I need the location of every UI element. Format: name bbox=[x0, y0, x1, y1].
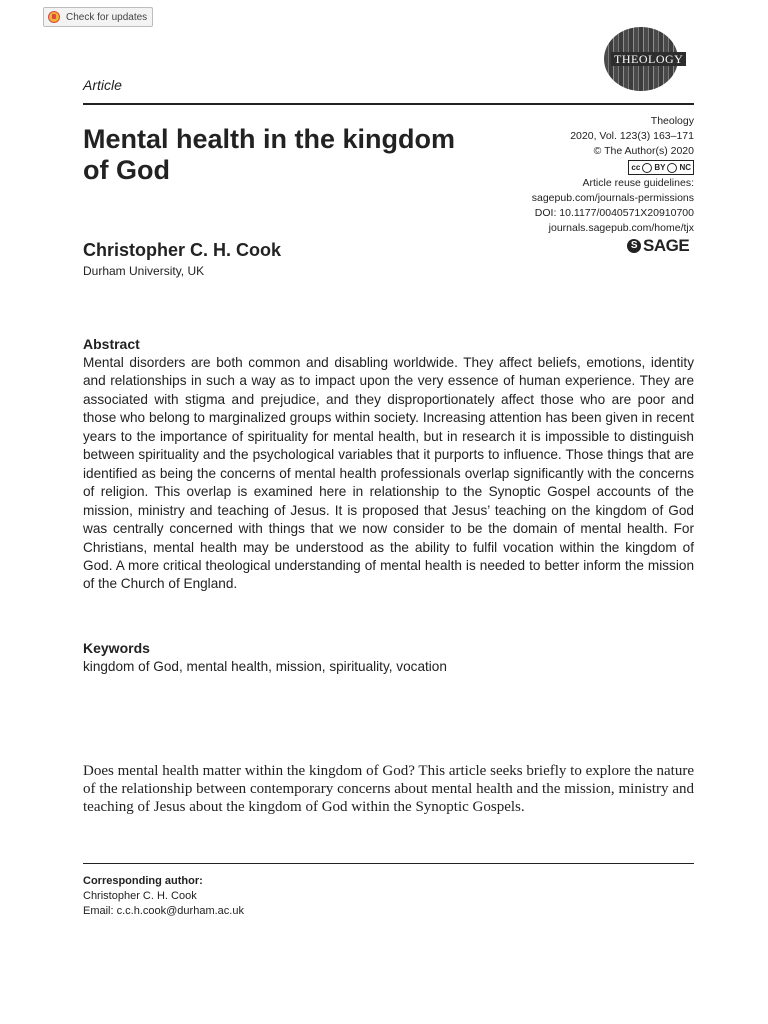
doi[interactable]: DOI: 10.1177/0040571X20910700 bbox=[534, 207, 694, 219]
update-icon bbox=[48, 11, 60, 23]
journal-logo-label: THEOLOGY bbox=[611, 52, 686, 66]
keywords-heading: Keywords bbox=[83, 640, 150, 656]
author-name: Christopher C. H. Cook bbox=[83, 240, 282, 260]
corresponding-email[interactable]: Email: c.c.h.cook@durham.ac.uk bbox=[83, 905, 244, 917]
cc-license-badge[interactable] bbox=[628, 160, 694, 175]
corresponding-name: Christopher C. H. Cook bbox=[83, 890, 197, 902]
corresponding-author bbox=[83, 874, 244, 919]
sage-icon: S bbox=[627, 239, 641, 253]
nc-icon bbox=[667, 163, 677, 173]
citation: 2020, Vol. 123(3) 163–171 bbox=[570, 130, 694, 142]
intro-paragraph: Does mental health matter within the kingdom of God? This article seeks briefly to explore the nature of the relationship between contemporary concerns about mental health and the mission, ministry and teaching of Jesus about the kingdom of God within the Synoptic Gospels. bbox=[83, 763, 694, 815]
abstract-text: Mental disorders are both common and disabling worldwide. They affect beliefs, emotions, identity and relationships in such a way as to impact upon the very essence of human experience. They are associated with stigma and prejudice, and they disproportionately affect those who are poor and those who belong to marginalized groups within society. Increasing attention has been given in recent years to the importance of spirituality for mental health, but in research it is impossible to distinguish between spirituality and the psychological variables that it purports to influence. Those things that are identified as being the concerns of mental health professionals overlap significantly with the concerns of religion. This overlap is examined here in relationship to the Synoptic Gospel accounts of the mission, ministry and teaching of Jesus. It is proposed that Jesus’ teaching on the kingdom of God was centrally concerned with things that we now consider to be the domain of mental health. For Christians, mental health may be understood as the ability to fulfil vocation within the kingdom of God. A more critical theological understanding of mental health is needed to better inform the mission of the Church of England. bbox=[83, 355, 694, 592]
header-divider bbox=[83, 103, 694, 105]
reuse-guidelines: Article reuse guidelines: bbox=[582, 177, 694, 189]
publisher-logo bbox=[627, 236, 689, 256]
article-type: Article bbox=[83, 77, 122, 93]
article-title: Mental health in the kingdom of God bbox=[83, 124, 456, 185]
cc-label: cc bbox=[631, 163, 641, 172]
check-for-updates-button[interactable] bbox=[43, 7, 153, 27]
by-icon bbox=[642, 163, 652, 173]
nc-label: NC bbox=[679, 163, 691, 172]
article-metadata bbox=[532, 114, 694, 236]
journal-name: Theology bbox=[650, 115, 694, 127]
publisher-name: SAGE bbox=[643, 236, 690, 255]
copyright: © The Author(s) 2020 bbox=[593, 145, 694, 157]
author-affiliation: Durham University, UK bbox=[83, 264, 205, 278]
keywords-text: kingdom of God, mental health, mission, spirituality, vocation bbox=[83, 659, 447, 674]
check-for-updates-label: Check for updates bbox=[66, 11, 148, 23]
permissions-link[interactable]: sagepub.com/journals-permissions bbox=[531, 192, 694, 204]
journal-link[interactable]: journals.sagepub.com/home/tjx bbox=[548, 222, 694, 234]
corresponding-heading: Corresponding author: bbox=[83, 875, 203, 887]
by-label: BY bbox=[654, 163, 666, 172]
abstract-heading: Abstract bbox=[83, 336, 140, 352]
footnote-divider bbox=[83, 863, 694, 864]
